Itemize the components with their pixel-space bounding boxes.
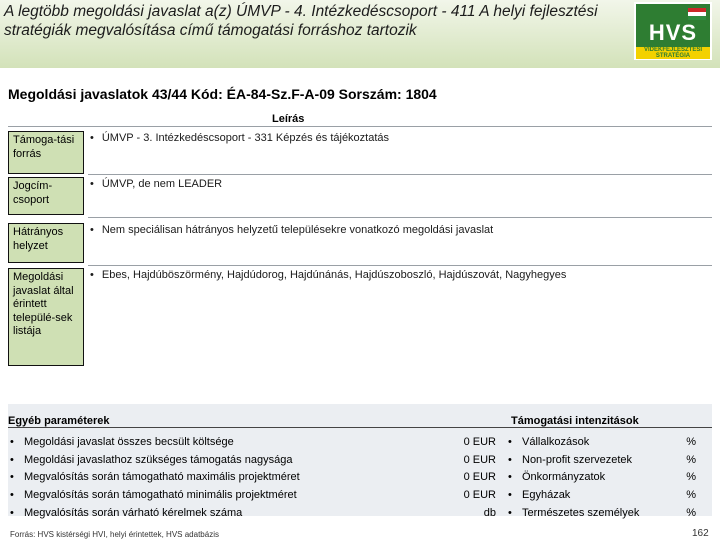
text-jogcimcsoport <box>90 178 222 190</box>
param-row: • Megvalósítás során támogatható minimális projektméret 0 EUR <box>10 487 496 504</box>
divider <box>88 217 712 218</box>
intensity-value: % <box>686 489 696 501</box>
label-tamogatasi-forras: Támoga-tási forrás <box>8 131 84 174</box>
intensity-row: • Önkormányzatok % <box>508 469 698 486</box>
row-value: ÚMVP - 3. Intézkedéscsoport - 331 Képzés és tájékoztatás <box>101 132 390 144</box>
text-tamogatasi-forras <box>90 132 389 144</box>
intensity-row: • Természetes személyek % <box>508 505 698 522</box>
intensity-value: % <box>686 471 696 483</box>
label-erintett-telepulesek: Megoldási javaslat által érintett települé-sek listája <box>8 268 84 366</box>
bullet: • <box>90 269 94 281</box>
param-value: 0 EUR <box>463 471 496 483</box>
label-jogcimcsoport: Jogcím-csoport <box>8 177 84 215</box>
row-value: ÚMVP, de nem LEADER <box>101 178 223 190</box>
intensity-label: Természetes személyek <box>522 507 640 519</box>
source-note: Forrás: HVS kistérségi HVI, helyi érintettek, HVS adatbázis <box>10 530 219 539</box>
header-title: A legtöbb megoldási javaslat a(z) ÚMVP - 4. Intézkedéscsoport - 411 A helyi fejlesztési stratégiák megvalósítása című támogatási forráshoz tartozik <box>4 3 598 39</box>
param-row: • Megoldási javaslat összes becsült költsége 0 EUR <box>10 434 496 451</box>
hungarian-flag-icon <box>688 8 706 20</box>
param-label: Megoldási javaslathoz szükséges támogatás nagysága <box>24 454 293 466</box>
param-value: 0 EUR <box>463 454 496 466</box>
label-hatranyos-helyzet: Hátrányos helyzet <box>8 223 84 263</box>
logo-subtitle: VIDÉKFEJLESZTÉSI STRATÉGIA <box>636 47 710 59</box>
intensity-label: Önkormányzatok <box>522 471 606 483</box>
param-row: • Megvalósítás során várható kérelmek száma db <box>10 505 496 522</box>
intensity-label: Egyházak <box>522 489 571 501</box>
divider <box>88 174 712 175</box>
param-label: Megvalósítás során várható kérelmek száma <box>24 507 243 519</box>
divider <box>8 427 712 428</box>
tamogatasi-intenzitasok-title: Támogatási intenzitások <box>511 415 639 427</box>
page-number: 162 <box>692 528 709 539</box>
intensity-value: % <box>686 454 696 466</box>
intensity-row: • Vállalkozások % <box>508 434 698 451</box>
intensity-label: Non-profit szervezetek <box>522 454 633 466</box>
param-value: 0 EUR <box>463 489 496 501</box>
text-erintett-telepulesek <box>90 269 566 281</box>
text-hatranyos-helyzet <box>90 224 493 236</box>
param-label: Megvalósítás során támogatható minimális projektméret <box>24 489 297 501</box>
bullet: • <box>90 132 94 144</box>
param-row: • Megvalósítás során támogatható maximális projektméret 0 EUR <box>10 469 496 486</box>
divider <box>88 265 712 266</box>
intensity-row: • Egyházak % <box>508 487 698 504</box>
intensity-value: % <box>686 436 696 448</box>
leiras-heading: Leírás <box>272 113 305 125</box>
intensity-row: • Non-profit szervezetek % <box>508 452 698 469</box>
param-row: • Megoldási javaslathoz szükséges támogatás nagysága 0 EUR <box>10 452 496 469</box>
row-value: Ebes, Hajdúböszörmény, Hajdúdorog, Hajdúnánás, Hajdúszoboszló, Hajdúszovát, Nagyhegyes <box>101 269 567 281</box>
egyeb-parameterek-title: Egyéb paraméterek <box>8 415 110 427</box>
param-value: db <box>483 507 496 519</box>
logo-text: HVS <box>648 20 698 45</box>
divider <box>8 126 712 127</box>
page-header <box>0 0 720 68</box>
param-value: 0 EUR <box>463 436 496 448</box>
bullet: • <box>90 178 94 190</box>
param-label: Megoldási javaslat összes becsült költsége <box>24 436 234 448</box>
row-value: Nem speciálisan hátrányos helyzetű településekre vonatkozó megoldási javaslat <box>101 224 494 236</box>
bullet: • <box>90 224 94 236</box>
param-label: Megvalósítás során támogatható maximális projektméret <box>24 471 300 483</box>
hvs-logo <box>634 2 712 60</box>
intensity-value: % <box>686 507 696 519</box>
page-title: Megoldási javaslatok 43/44 Kód: ÉA-84-Sz.F-A-09 Sorszám: 1804 <box>8 86 437 102</box>
intensity-label: Vállalkozások <box>522 436 590 448</box>
